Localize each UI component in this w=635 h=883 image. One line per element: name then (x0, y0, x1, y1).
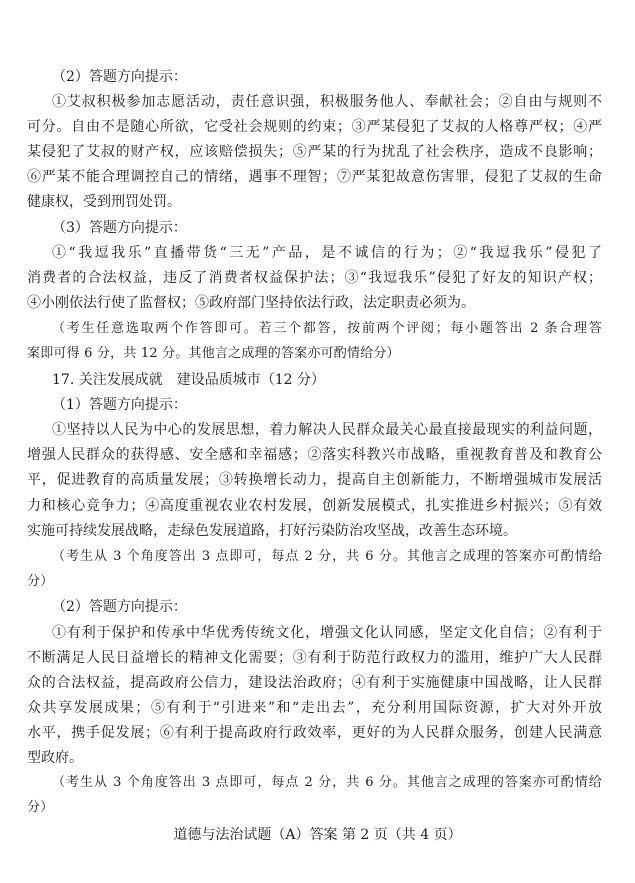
paragraph-line: 众的合法权益，提高政府公信力，建设法治政府；④有利于实施健康中国战略，让人民群 (27, 675, 602, 691)
page-footer: 道德与法治试题（A）答案 第 2 页（共 4 页） (173, 827, 462, 843)
paragraph-line: 健康权，受到刑罚处罚。 (27, 194, 181, 210)
question-17-title: 17. 关注发展成就 建设品质城市（12 分） (52, 372, 325, 388)
paragraph-line: 消费者的合法权益，违反了消费者权益保护法；③“我逗我乐”侵犯了好友的知识产权； (27, 270, 602, 286)
q2-heading: （2）答题方向提示： (52, 69, 187, 85)
paragraph-line: 某侵犯了艾叔的财产权，应该赔偿损失；⑤严某的行为扰乱了社会秩序，造成不良影响； (27, 144, 602, 160)
scoring-note: （考生任意选取两个作答即可。若三个都答，按前两个评阅；每小题答出 2 条合理答 (52, 321, 602, 336)
paragraph-line: ①有利于保护和传承中华优秀传统文化，增强文化认同感，坚定文化自信；②有利于 (52, 625, 602, 641)
q3-heading: （3）答题方向提示： (52, 220, 187, 236)
paragraph-line: ①艾叔积极参加志愿活动，责任意识强，积极服务他人、奉献社会；②自由与规则不 (52, 94, 602, 110)
scoring-note: 分） (27, 574, 54, 589)
paragraph-line: 众共享发展成果；⑤有利于“引进来”和“走出去”，充分利用国际资源，扩大对外开放 (27, 700, 602, 716)
paragraph-line: 实施可持续发展战略，走绿色发展道路，打好污染防治攻坚战，改善生态环境。 (27, 523, 517, 539)
paragraph-line: ⑥严某不能合理调控自己的情绪，遇事不理智；⑦严某犯故意伤害罪，侵犯了艾叔的生命 (27, 169, 602, 185)
paragraph-line: 平，促进教育的高质量发展；③转换增长动力，提高自主创新能力，不断增强城市发展活 (27, 472, 602, 488)
paragraph-line: 水平，携手促发展；⑥有利于提高政府行政效率，更好的为人民群众服务，创建人民满意 (27, 725, 602, 741)
paragraph-line: 力和核心竞争力；④高度重视农业农村发展，创新发展模式，扎实推进乡村振兴；⑤有效 (27, 498, 602, 514)
paragraph-line: 不断满足人民日益增长的精神文化需要；③有利于防范行政权力的滥用，维护广大人民群 (27, 650, 602, 666)
paragraph-line: ①坚持以人民为中心的发展思想，着力解决人民群众最关心最直接最现实的利益问题， (52, 422, 602, 438)
paragraph-line: 增强人民群众的获得感、安全感和幸福感；②落实科教兴市战略，重视教育普及和教育公 (27, 447, 602, 463)
scoring-note: （考生从 3 个角度答出 3 点即可，每点 2 分，共 6 分。其他言之成理的答案亦可酌情给 (52, 549, 602, 564)
scoring-note: 案即可得 6 分，共 12 分。其他言之成理的答案亦可酌情给分） (27, 346, 400, 361)
q17-1-heading: （1）答题方向提示： (52, 397, 187, 413)
paragraph-line: ①“我逗我乐”直播带货“三无”产品，是不诚信的行为；②“我逗我乐”侵犯了 (52, 245, 602, 261)
paragraph-line: 可分。自由不是随心所欲，它受社会规则的约束；③严某侵犯了艾叔的人格尊严权；④严 (27, 119, 602, 135)
scoring-note: （考生从 3 个角度答出 3 点即可，每点 2 分，共 6 分。其他言之成理的答案亦可酌情给 (52, 775, 602, 790)
q17-2-heading: （2）答题方向提示： (52, 599, 187, 615)
paragraph-line: ④小刚依法行使了监督权；⑤政府部门坚持依法行政，法定职责必须为。 (27, 295, 475, 311)
paragraph-line: 型政府。 (27, 750, 83, 766)
scoring-note: 分） (27, 800, 54, 815)
